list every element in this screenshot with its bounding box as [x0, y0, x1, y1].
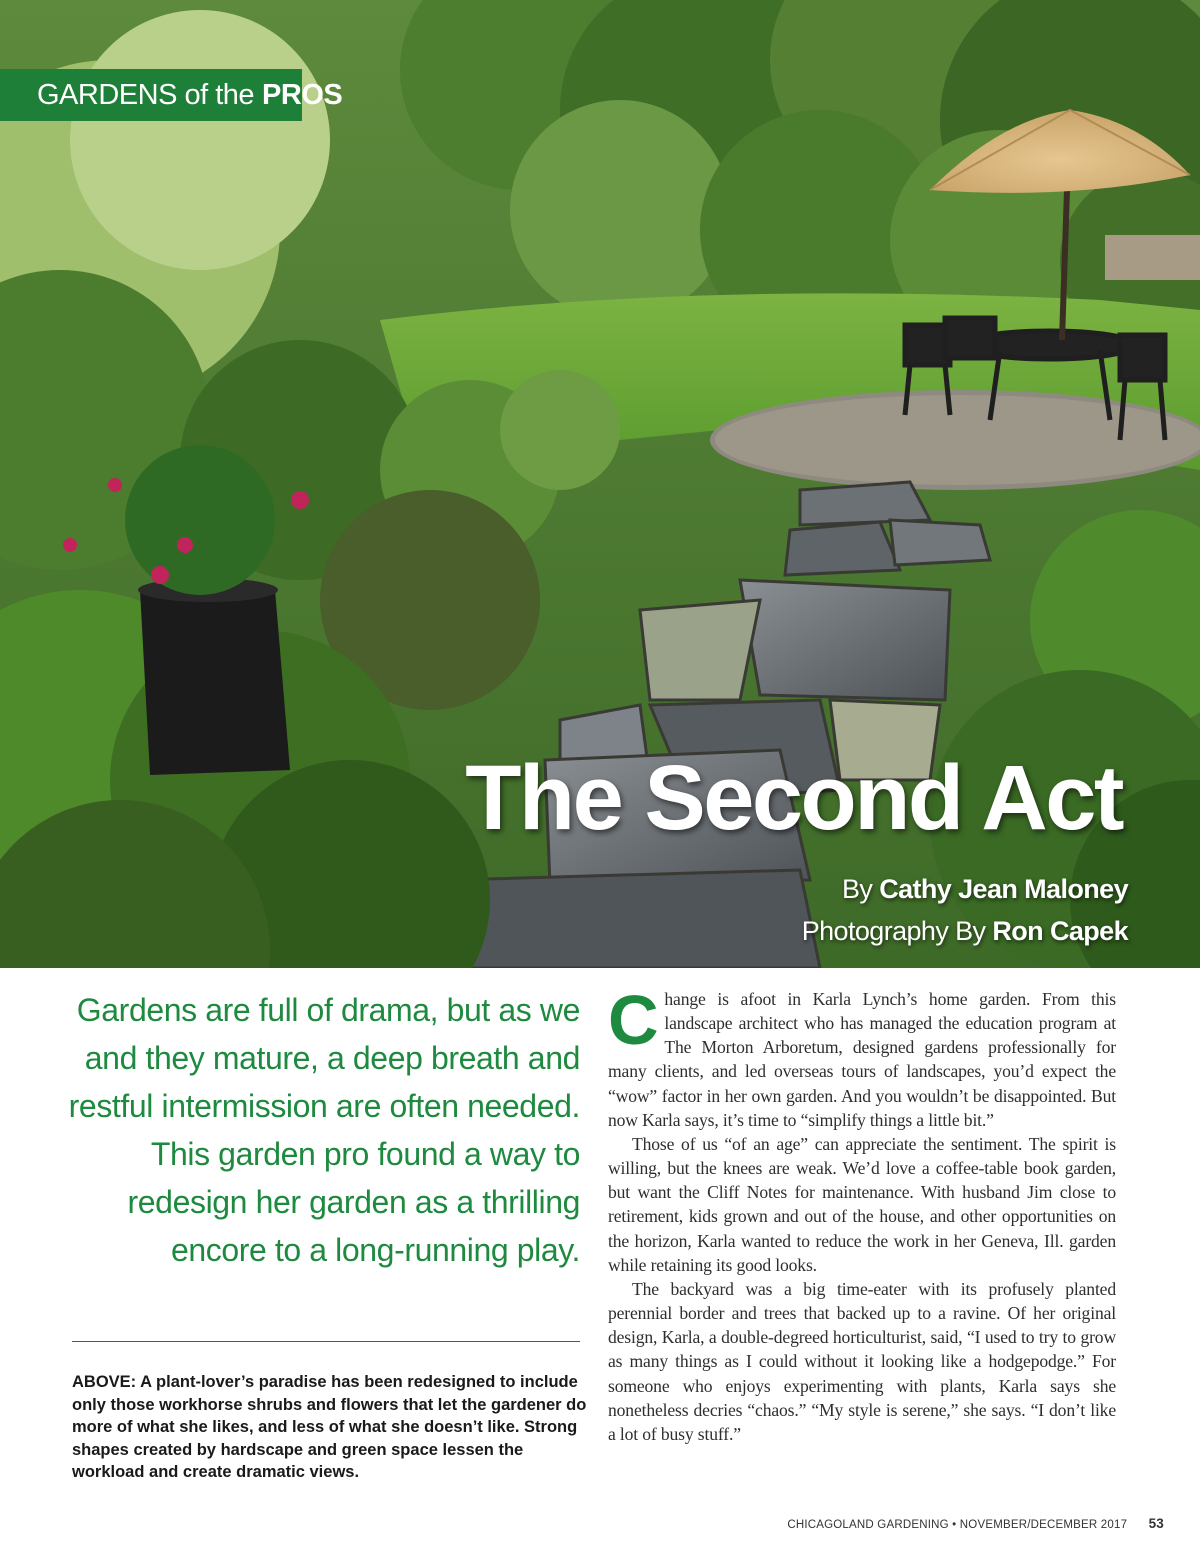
article-headline: The Second Act [465, 747, 1122, 849]
page-number: 53 [1148, 1516, 1164, 1531]
drop-cap: C [608, 981, 659, 1059]
pull-quote: Gardens are full of drama, but as we and they mature, a deep breath and restful intermission are often needed. This garden pro found a way to redesign her garden as a thrilling encore to a long-running play. [68, 992, 580, 1268]
page-footer [787, 1516, 1164, 1531]
article-paragraph-1-text: hange is afoot in Karla Lynch’s home garden. From this landscape architect who has managed the education program at The Morton Arboretum, designed gardens professionally for many clients, and led overseas tours of landscapes, you’d expect the “wow” factor in her own garden. And you wouldn’t be disappointed. But now Karla says, it’s time to “simplify things a little bit.” [608, 989, 1116, 1130]
author-prefix: By [841, 874, 873, 904]
divider-rule [72, 1341, 580, 1342]
photographer-name: Ron Capek [992, 916, 1128, 946]
publication-name: CHICAGOLAND GARDENING [787, 1519, 949, 1531]
article-body [608, 981, 1116, 1446]
section-tab-emphasis: PROS [262, 78, 343, 111]
photographer-prefix: Photography By [801, 916, 986, 946]
photographer-credit [802, 910, 1128, 952]
article-paragraph-3: The backyard was a big time-eater with its profusely planted perennial border and trees that backed up to a ravine. Of her original design, Karla, a double-degreed horticulturist, said, “I used to try to grow as many things as I could without it looking like a hodgepodge.” For someone who enjoys experimenting with plants, Karla says she nonetheless decries “chaos.” “My style is serene,” she says. “I don’t like a lot of busy stuff.” [608, 1278, 1116, 1444]
article-paragraph-2: Those of us “of an age” can appreciate the sentiment. The spirit is willing, but the knees are weak. We’d love a coffee-table book garden, but want the Cliff Notes for maintenance. With husband Jim close to retirement, kids grown and out of the house, and other opportunities on the horizon, Karla wanted to reduce the work in her Geneva, Ill. garden while retaining its good looks. [608, 1133, 1116, 1275]
section-tab [0, 69, 343, 121]
footer-separator: • [952, 1519, 957, 1531]
photo-caption: ABOVE: A plant-lover’s paradise has been redesigned to include only those workhorse shrubs and flowers that let the gardener do more of what she likes, and less of what she doesn’t like. Strong shapes created by hardscape and green space lessen the workload and create dramatic views. [72, 1373, 587, 1481]
author-credit [802, 868, 1128, 910]
author-name: Cathy Jean Maloney [879, 874, 1128, 904]
issue-date: NOVEMBER/DECEMBER 2017 [959, 1519, 1128, 1531]
article-paragraph-1 [608, 981, 1116, 1132]
section-tab-prefix: GARDENS of the [37, 78, 255, 111]
byline [802, 868, 1128, 952]
